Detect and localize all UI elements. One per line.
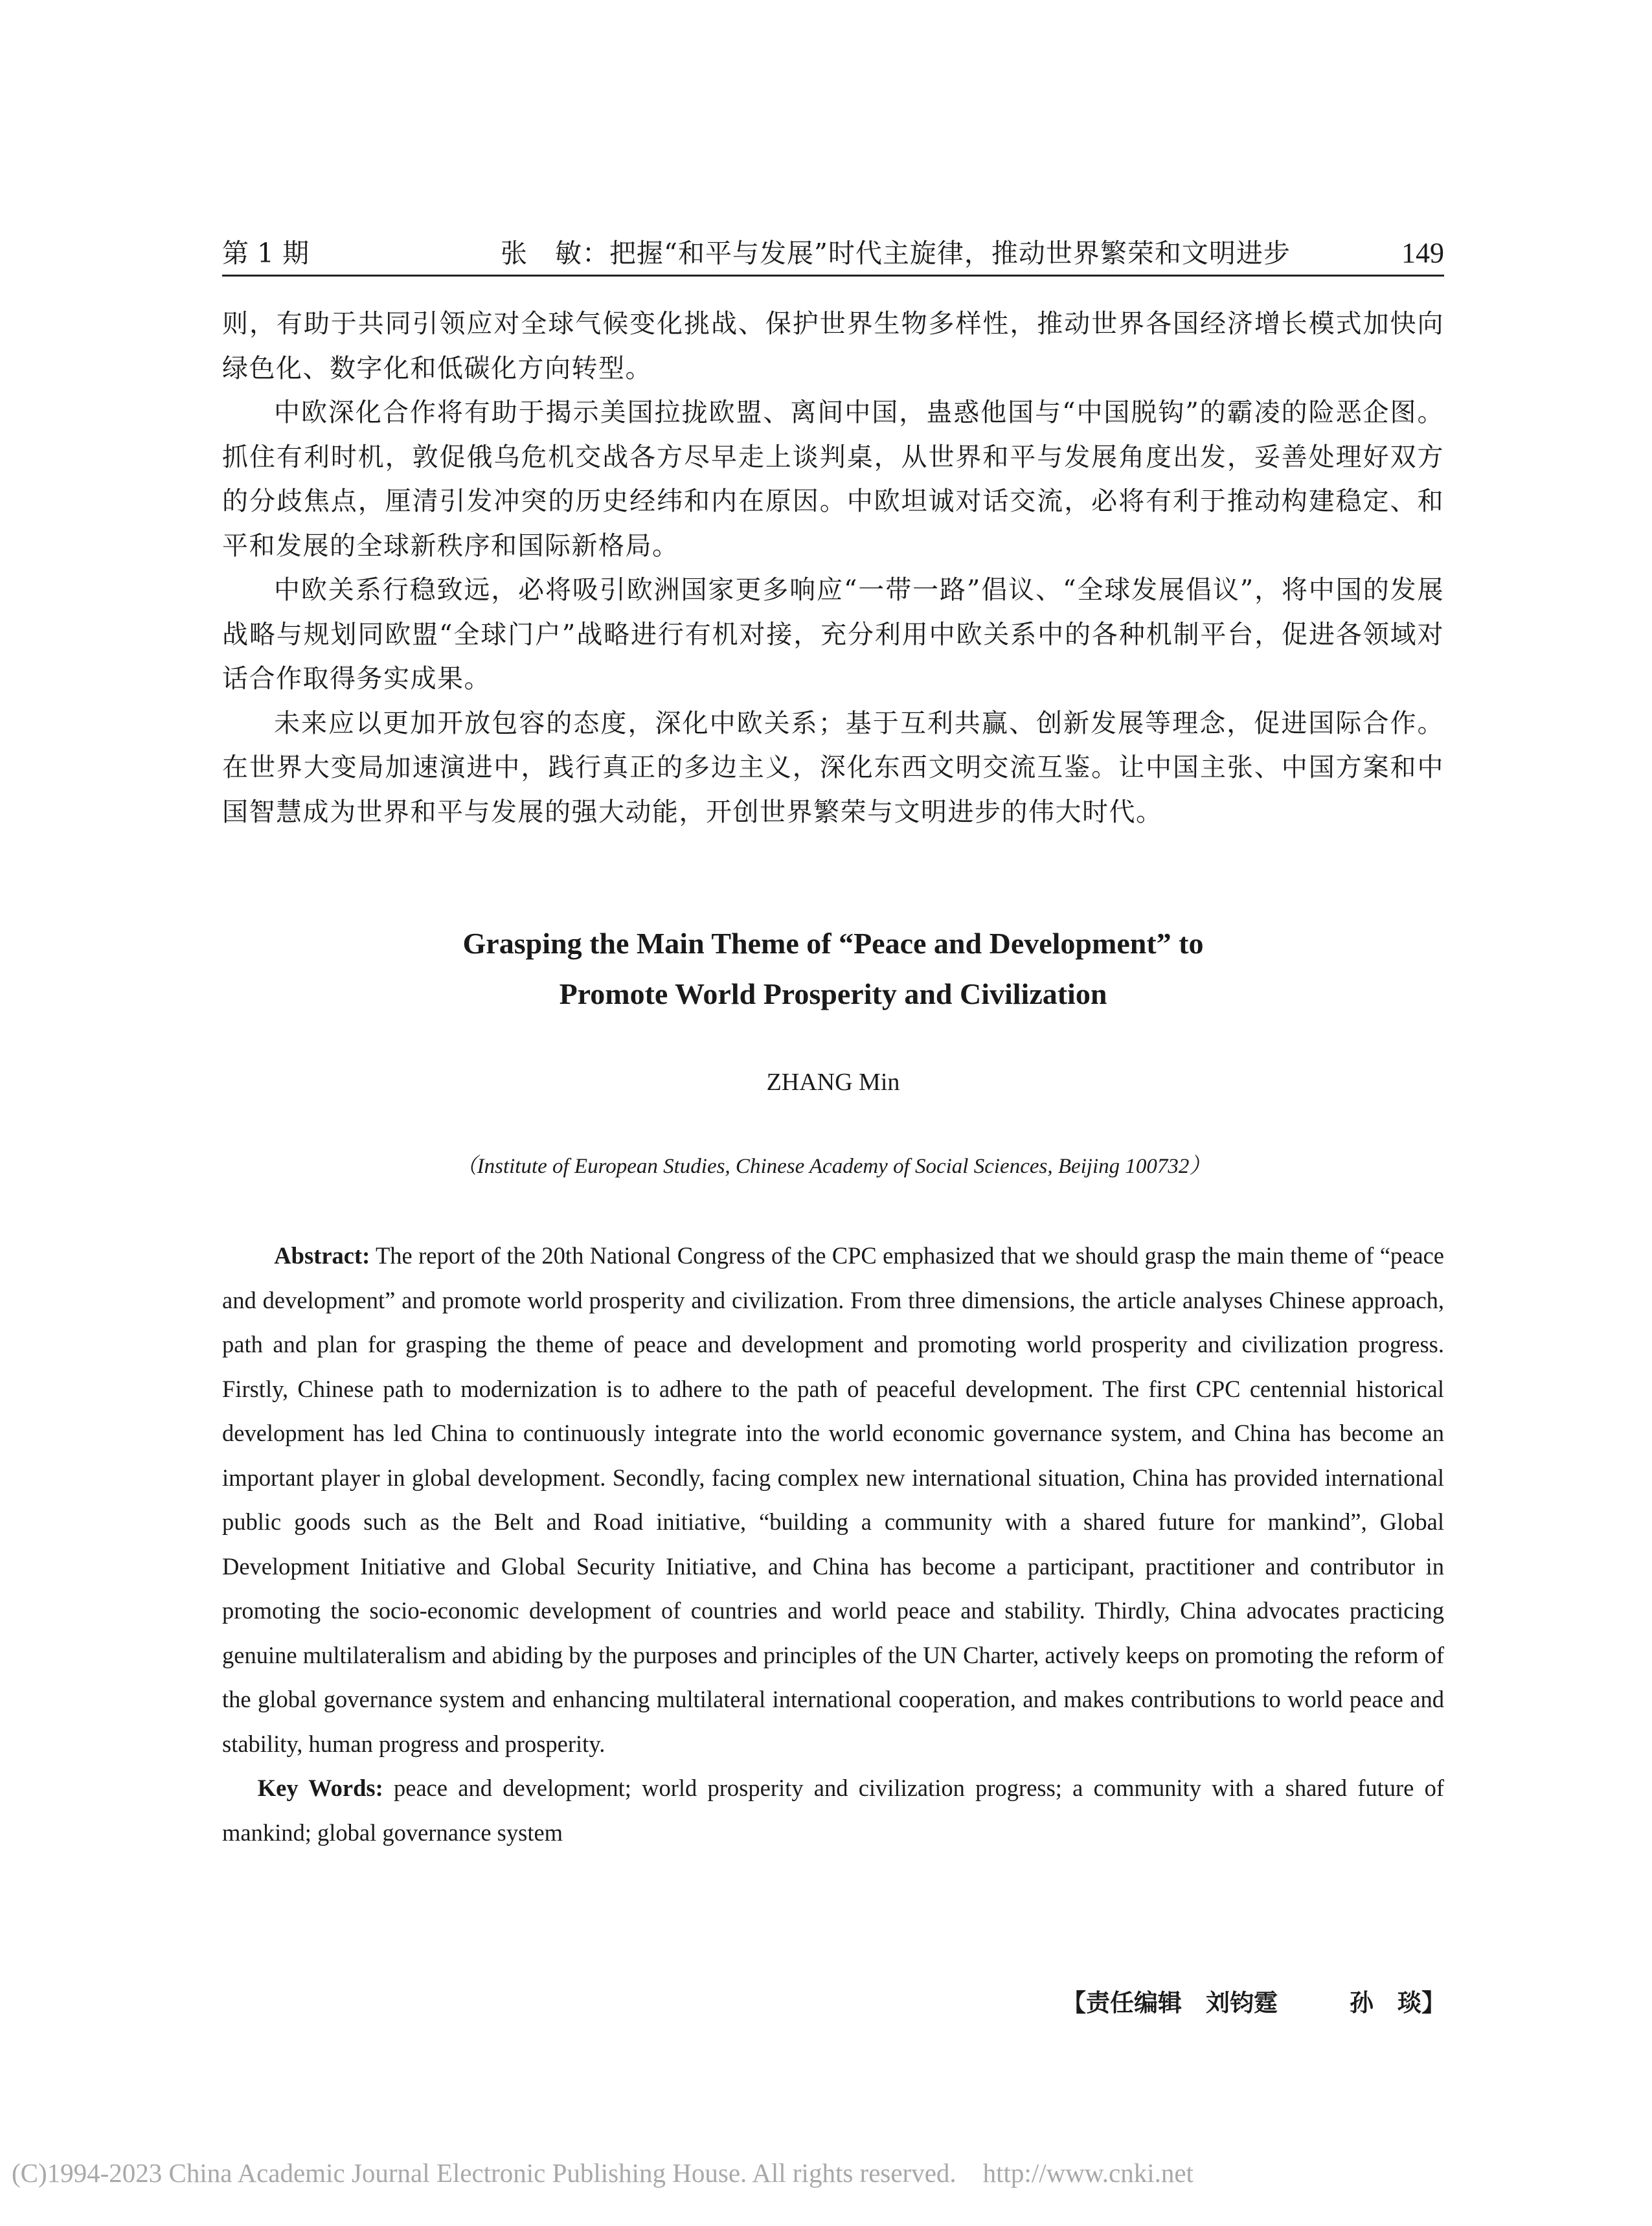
english-title bbox=[222, 918, 1444, 1019]
english-author: ZHANG Min bbox=[766, 1069, 900, 1096]
abstract-text: The report of the 20th National Congress of the CPC emphasized that we should grasp the main theme of “peace and development” and promote world prosperity and civilization. From three dimensions, the article analyses Chinese approach, path and plan for grasping the theme of peace and development and promoting world prosperity and civilization progress. Firstly, Chinese path to modernization is to adhere to the path of peaceful development. The first CPC centennial historical development has led China to continuously integrate into the world economic governance system, and China has become an important player in global development. Secondly, facing complex new international situation, China has provided international public goods such as the Belt and Road initiative, “building a community with a shared future for mankind”, Global Development Initiative and Global Security Initiative, and China has become a participant, practitioner and contributor in promoting the socio-economic development of countries and world peace and stability. Thirdly, China advocates practicing genuine multilateralism and abiding by the purposes and principles of the UN Charter, actively keeps on promoting the reform of the global governance system and enhancing multilateral international cooperation, and makes contributions to world peace and stability, human progress and prosperity. bbox=[222, 1242, 1444, 1757]
abstract-label: Abstract: bbox=[274, 1242, 370, 1269]
copyright-footer: (C)1994-2023 China Academic Journal Electronic Publishing House. All rights reserved. http://www.cnki.net bbox=[12, 2158, 1194, 2188]
running-title: 张 敏：把握“和平与发展”时代主旋律，推动世界繁荣和文明进步 bbox=[501, 238, 1291, 269]
body-paragraph: 未来应以更加开放包容的态度，深化中欧关系；基于互利共赢、创新发展等理念，促进国际合作。在世界大变局加速演进中，践行真正的多边主义，深化东西文明交流互鉴。让中国主张、中国方案和中国智慧成为世界和平与发展的强大动能，开创世界繁荣与文明进步的伟大时代。 bbox=[222, 708, 1444, 827]
keywords-text: peace and development; world prosperity and civilization progress; a community with a shared future of mankind; global governance system bbox=[222, 1775, 1444, 1846]
keywords-label: Key Words: bbox=[257, 1775, 383, 1801]
english-title-line-2: Promote World Prosperity and Civilization bbox=[559, 977, 1107, 1010]
body-paragraph: 中欧深化合作将有助于揭示美国拉拢欧盟、离间中国，蛊惑他国与“中国脱钩”的霸凌的险恶企图。抓住有利时机，敦促俄乌危机交战各方尽早走上谈判桌，从世界和平与发展角度出发，妥善处理好双方的分歧焦点，厘清引发冲突的历史经纬和内在原因。中欧坦诚对话交流，必将有利于推动构建稳定、和平和发展的全球新秩序和国际新格局。 bbox=[222, 398, 1444, 561]
issue-number: 第 1 期 bbox=[222, 238, 310, 269]
keywords-paragraph bbox=[222, 1766, 1444, 1855]
body-paragraph: 则，有助于共同引领应对全球气候变化挑战、保护世界生物多样性，推动世界各国经济增长模式加快向绿色化、数字化和低碳化方向转型。 bbox=[222, 309, 1444, 383]
chinese-body-text bbox=[222, 302, 1444, 834]
page-number: 149 bbox=[1401, 237, 1444, 269]
editor-credit: 【责任编辑 刘钧霆 孙 琰】 bbox=[1062, 1989, 1445, 2017]
abstract-paragraph bbox=[222, 1234, 1444, 1766]
english-title-line-1: Grasping the Main Theme of “Peace and Development” to bbox=[462, 927, 1204, 960]
english-abstract-block bbox=[222, 1234, 1444, 1855]
body-paragraph: 中欧关系行稳致远，必将吸引欧洲国家更多响应“一带一路”倡议、“全球发展倡议”，将中国的发展战略与规划同欧盟“全球门户”战略进行有机对接，充分利用中欧关系中的各种机制平台，促进各领域对话合作取得务实成果。 bbox=[222, 575, 1444, 694]
english-affiliation: （Institute of European Studies, Chinese Academy of Social Sciences, Beijing 100732） bbox=[455, 1155, 1211, 1178]
running-header bbox=[222, 232, 1444, 277]
